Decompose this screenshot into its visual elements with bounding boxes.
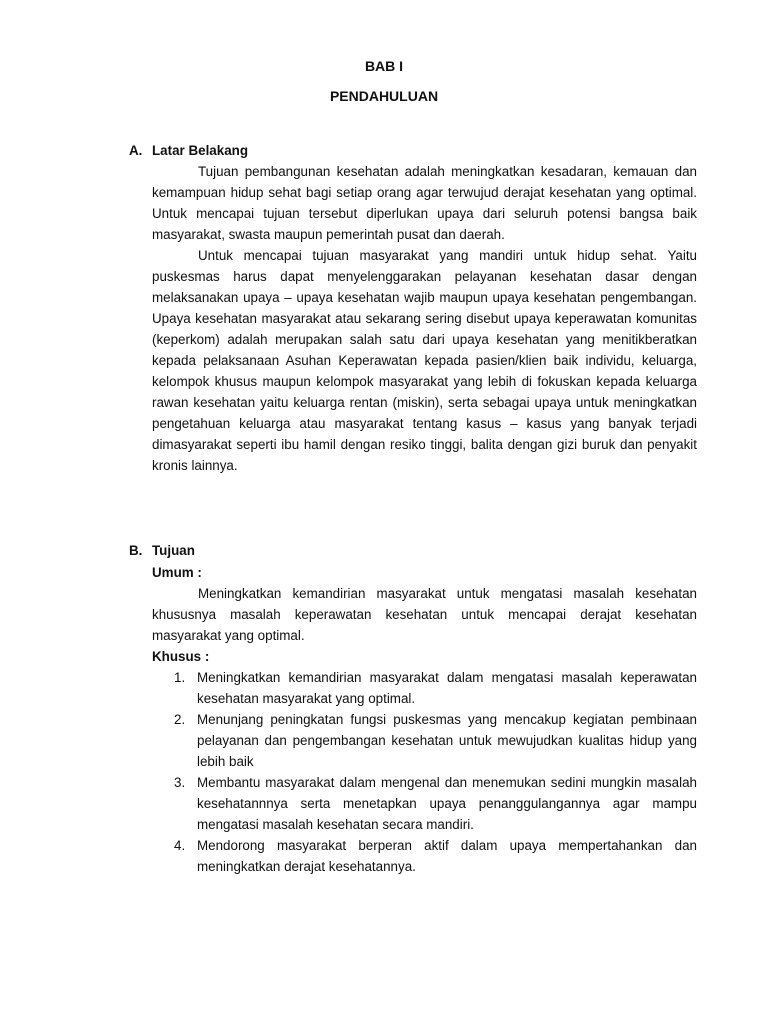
section-a-letter: A. <box>129 143 143 158</box>
section-b-title: Tujuan <box>152 543 195 558</box>
chapter-title: BAB I <box>364 58 404 74</box>
umum-paragraph: Meningkatkan kemandirian masyarakat untuk mengatasi masalah kesehatan khususnya masalah keperawatan kesehatan untuk mencapai derajat kesehatan masyarakat yang optimal. <box>152 586 697 643</box>
section-b-heading <box>129 543 195 558</box>
section-b-body <box>152 562 697 667</box>
list-number: 2. <box>174 712 186 727</box>
paragraph: Tujuan pembangunan kesehatan adalah meningkatkan kesadaran, kemauan dan kemampuan hidup sehat bagi setiap orang agar terwujud derajat kesehatan yang optimal. Untuk mencapai tujuan tersebut diperlukan upaya dari seluruh potensi bangsa baik masyarakat, swasta maupun pemerintah pusat dan daerah. <box>152 164 697 242</box>
list-number: 3. <box>174 775 186 790</box>
section-b-letter: B. <box>129 543 143 558</box>
list-number: 1. <box>174 670 186 685</box>
chapter-subtitle: PENDAHULUAN <box>329 88 439 104</box>
list-item <box>152 772 697 835</box>
list-text: Menunjang peningkatan fungsi puskesmas yang mencakup kegiatan pembinaan pelayanan dan pengembangan kesehatan untuk mewujudkan kualitas hidup yang lebih baik <box>197 712 697 769</box>
section-a-body <box>152 161 697 476</box>
list-text: Membantu masyarakat dalam mengenal dan menemukan sedini mungkin masalah kesehatannnya serta menetapkan upaya penanggulangannya agar mampu mengatasi masalah kesehatan secara mandiri. <box>197 775 697 832</box>
list-item <box>152 835 697 877</box>
umum-label: Umum : <box>152 565 202 580</box>
list-text: Mendorong masyarakat berperan aktif dalam upaya mempertahankan dan meningkatkan derajat kesehatannya. <box>197 838 697 874</box>
paragraph: Untuk mencapai tujuan masyarakat yang mandiri untuk hidup sehat. Yaitu puskesmas harus dapat menyelenggarakan pelayanan kesehatan dasar dengan melaksanakan upaya – upaya kesehatan wajib maupun upaya kesehatan pengembangan. Upaya kesehatan masyarakat atau sekarang sering disebut upaya keperawatan komunitas (keperkom) adalah merupakan salah satu dari upaya kesehatan yang menitikberatkan kepada pelaksanaan Asuhan Keperawatan kepada pasien/klien baik individu, keluarga, kelompok khusus maupun kelompok masyarakat yang lebih di fokuskan kepada keluarga rawan kesehatan yaitu keluarga rentan (miskin), serta sebagai upaya untuk meningkatkan pengetahuan keluarga atau masyarakat tentang kasus – kasus yang banyak terjadi dimasyarakat seperti ibu hamil dengan resiko tinggi, balita dengan gizi buruk dan penyakit kronis lainnya. <box>152 248 697 473</box>
section-a-heading <box>129 143 248 158</box>
list-text: Meningkatkan kemandirian masyarakat dalam mengatasi masalah keperawatan kesehatan masyarakat yang optimal. <box>197 670 697 706</box>
list-number: 4. <box>174 838 186 853</box>
khusus-label: Khusus : <box>152 649 210 664</box>
list-item <box>152 667 697 709</box>
khusus-list <box>152 667 697 877</box>
list-item <box>152 709 697 772</box>
section-a-title: Latar Belakang <box>152 143 249 158</box>
